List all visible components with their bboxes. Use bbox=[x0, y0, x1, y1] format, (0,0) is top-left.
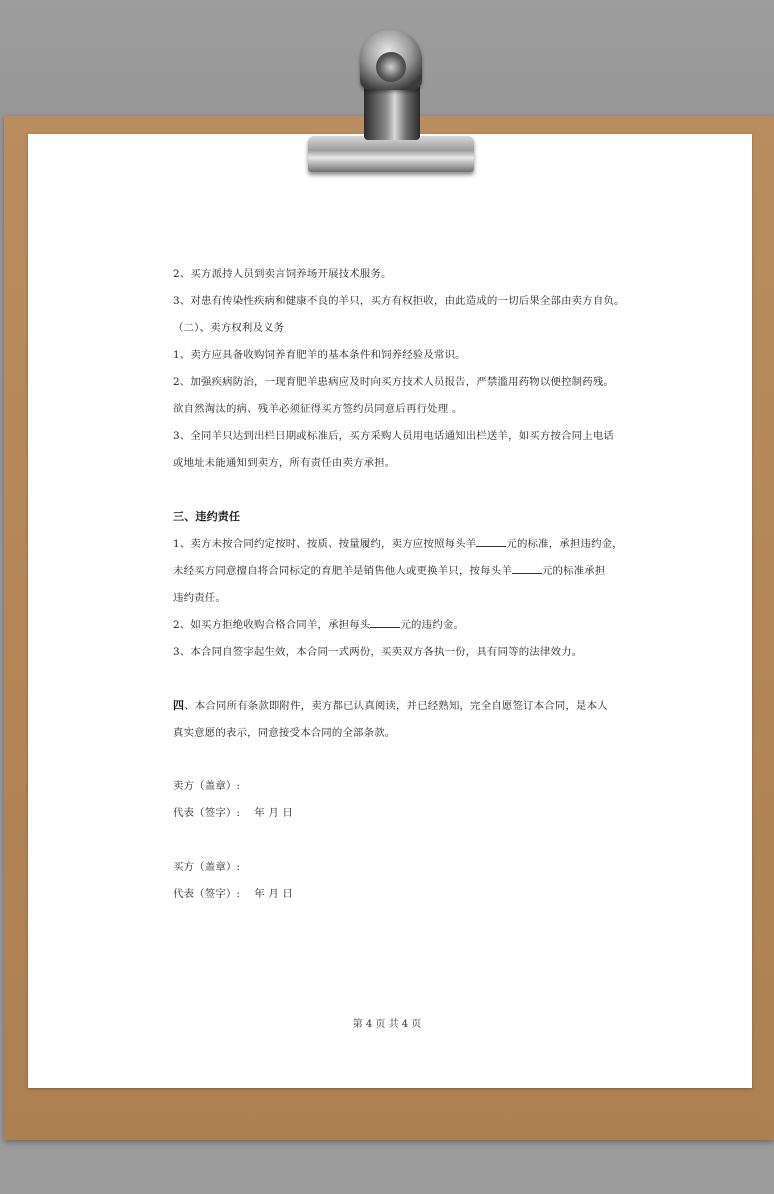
rep-label: 代表（签字）: bbox=[173, 888, 241, 900]
seller-seal-label: 卖方（盖章）: bbox=[173, 780, 241, 792]
doc-text: 元的违约金。 bbox=[400, 619, 464, 631]
fill-blank bbox=[512, 563, 542, 574]
date-label: 年 月 日 bbox=[254, 888, 294, 900]
signature-line bbox=[173, 804, 613, 819]
section-heading: 三、违约责任 bbox=[173, 510, 241, 523]
buyer-seal-label: 买方（盖章）: bbox=[173, 861, 241, 873]
clip-plate bbox=[308, 136, 474, 172]
doc-line bbox=[173, 616, 613, 631]
rep-label: 代表（签字）: bbox=[173, 807, 241, 819]
doc-line: 或地址未能通知到卖方，所有责任由卖方承担。 bbox=[173, 457, 396, 469]
clip-body bbox=[364, 84, 420, 140]
doc-line: 1、卖方应具备收购饲养育肥羊的基本条件和饲养经验及常识。 bbox=[173, 349, 466, 361]
doc-line: 2、买方派持人员到卖言饲养场开展技术服务。 bbox=[173, 268, 392, 280]
doc-line: 2、加强疾病防治，一现育肥羊患病应及时向买方技术人员报告，严禁滥用药物以便控制药残。 bbox=[173, 376, 615, 388]
fill-blank bbox=[370, 617, 400, 628]
fill-blank bbox=[476, 536, 506, 547]
doc-line: 真实意愿的表示，同意接受本合同的全部条款。 bbox=[173, 727, 396, 739]
doc-line bbox=[173, 535, 623, 550]
doc-text: 元的标准承担 bbox=[541, 565, 606, 577]
doc-text: 、本合同所有条款即附件，卖方都已认真阅读，并已经熟知，完全自愿签订本合同，是本人 bbox=[184, 700, 608, 712]
doc-line bbox=[173, 697, 613, 713]
date-label: 年 月 日 bbox=[254, 807, 294, 819]
doc-line: 3、全同羊只达到出栏日期或标准后，买方采购人员用电话通知出栏送羊，如买方按合同上电话 bbox=[173, 430, 615, 442]
doc-line: 3、对患有传染性疾病和健康不良的羊只，买方有权拒收，由此造成的一切后果全部由卖方自负。 bbox=[173, 295, 625, 307]
clip-hole bbox=[376, 52, 406, 82]
page-number: 第 4 页 共 4 页 bbox=[352, 1019, 422, 1030]
doc-text: 未经买方同意擅自将合同标定的育肥羊是销售他人或更换羊只，按每头羊 bbox=[173, 565, 512, 577]
doc-line: 欲自然淘汰的病、残羊必须征得买方签约员同意后再行处理 。 bbox=[173, 403, 463, 415]
doc-line bbox=[173, 562, 613, 577]
doc-line: 违约责任。 bbox=[173, 592, 226, 604]
section-number: 四 bbox=[173, 699, 185, 712]
doc-line: 3、本合同自签字起生效，本合同一式两份，买卖双方各执一份，具有同等的法律效力。 bbox=[173, 646, 583, 658]
signature-line bbox=[173, 885, 613, 900]
doc-text: 1、卖方未按合同约定按时、按质、按量履约，卖方应按照每头羊 bbox=[173, 538, 477, 550]
doc-text: 2、如买方拒绝收购合格合同羊，承担每头 bbox=[173, 619, 371, 631]
doc-text: 元的标准，承担违约金， bbox=[506, 538, 623, 550]
doc-subheading: （二）、卖方权利及义务 bbox=[173, 322, 285, 334]
